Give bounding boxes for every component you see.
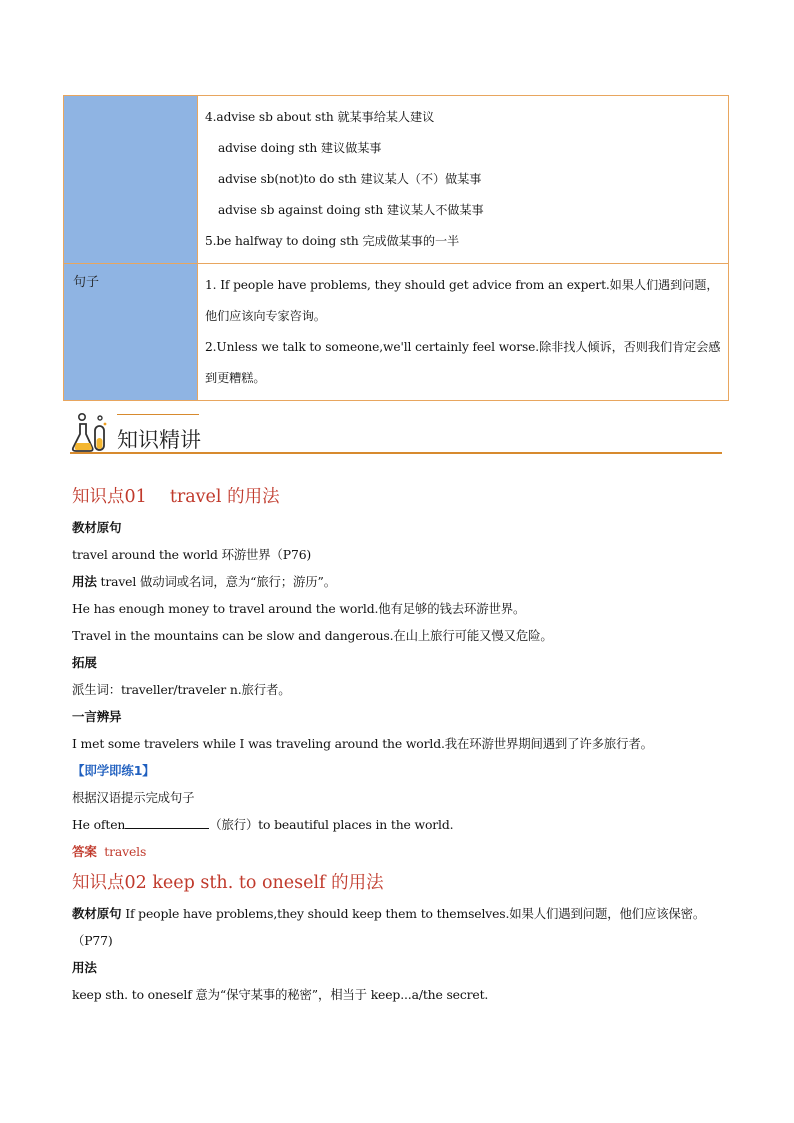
source-text: travel around the world 环游世界（P76) (72, 547, 312, 562)
usage-label-line (72, 954, 727, 981)
table-label-cell (64, 264, 198, 401)
phrase-line: advise sb(not)to do sth 建议某人（不）做某事 (218, 172, 482, 186)
source-text: If people have problems,they should keep them to themselves.如果人们遇到问题，他们应该保密。（P77) (72, 906, 706, 948)
phrase-line: 5.be halfway to doing sth 完成做某事的一半 (205, 234, 460, 248)
answer-value: travels (104, 844, 147, 859)
table-row (64, 96, 729, 264)
example-sentence: Travel in the mountains can be slow and dangerous.在山上旅行可能又慢又危险。 (72, 628, 553, 643)
practice-pre: He often (72, 817, 126, 832)
practice-instruction: 根据汉语提示完成句子 (72, 790, 195, 805)
usage-label: 用法 (72, 574, 97, 589)
section-title: 知识精讲 (117, 428, 201, 452)
practice-label-line (72, 757, 727, 784)
source-label: 教材原句 (72, 520, 122, 535)
table-label (64, 96, 197, 103)
extension-text: 派生词：traveller/traveler n.旅行者。 (72, 682, 291, 697)
usage-line (72, 568, 727, 595)
table-row (64, 264, 729, 401)
lab-flask-icon (70, 412, 112, 452)
distinguish-text: I met some travelers while I was traveling around the world.我在环游世界期间遇到了许多旅行者。 (72, 736, 653, 751)
source-label-line (72, 514, 727, 541)
answer-label: 答案 (72, 844, 97, 859)
knowledge-point-heading: 知识点01 travel 的用法 (72, 487, 280, 507)
usage-text: travel 做动词或名词，意为“旅行；游历”。 (96, 574, 336, 589)
table-label-sentences: 句子 (73, 275, 100, 290)
source-label: 教材原句 (72, 906, 122, 921)
section-header (70, 410, 722, 456)
knowledge-point-heading: 知识点02 keep sth. to oneself 的用法 (72, 873, 384, 893)
vocab-table (63, 95, 729, 401)
distinguish-label: 一言辨异 (72, 709, 122, 724)
usage-text: keep sth. to oneself 意为“保守某事的秘密”，相当于 keep...a/the secret. (72, 987, 489, 1002)
usage-label: 用法 (72, 960, 97, 975)
answer-blank[interactable] (125, 817, 209, 829)
phrase-line: advise sb against doing sth 建议某人不做某事 (218, 203, 484, 217)
source-line (72, 900, 727, 954)
answer-line (72, 838, 727, 865)
practice-label: 【即学即练1】 (72, 763, 155, 778)
extension-label-line (72, 649, 727, 676)
extension-label: 拓展 (72, 655, 97, 670)
phrase-line: advise doing sth 建议做某事 (218, 141, 382, 155)
example-sentence: He has enough money to travel around the world.他有足够的钱去环游世界。 (72, 601, 526, 616)
practice-post: （旅行）to beautiful places in the world. (209, 817, 454, 832)
table-content-cell (198, 264, 729, 401)
knowledge-content (72, 480, 727, 1008)
header-accent-line (117, 414, 199, 415)
section-divider (70, 452, 722, 454)
practice-question (72, 811, 727, 838)
table-content-cell (198, 96, 729, 264)
phrase-line: 4.advise sb about sth 就某事给某人建议 (205, 110, 435, 124)
sentence-para: 2.Unless we talk to someone,we'll certainly feel worse.除非找人倾诉，否则我们肯定会感到更糟糕。 (205, 340, 721, 385)
table-label-cell (64, 96, 198, 264)
sentence-para: 1. If people have problems, they should get advice from an expert.如果人们遇到问题，他们应该向专家咨询。 (205, 278, 719, 323)
distinguish-label-line (72, 703, 727, 730)
